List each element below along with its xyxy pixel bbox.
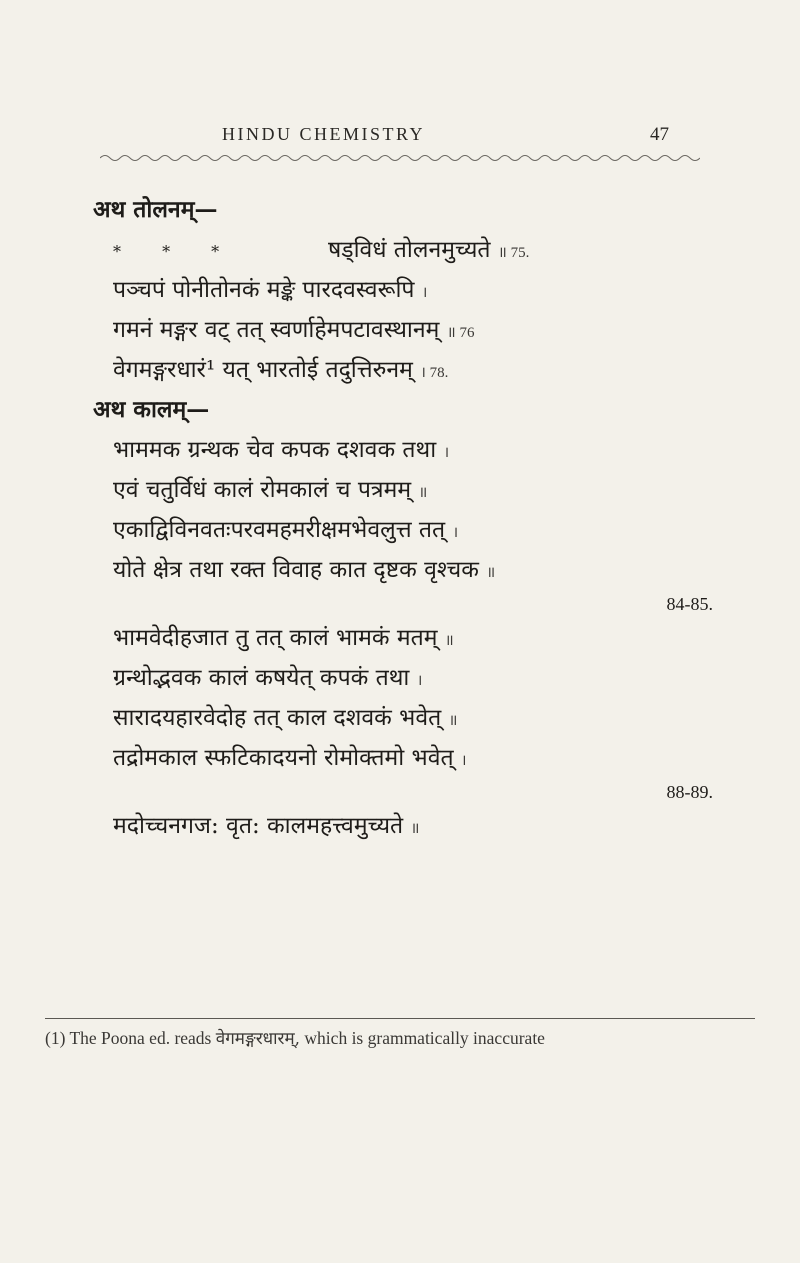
verse-number: । [460,753,467,769]
verse-line [93,618,713,658]
verse-range: 84-85. [666,594,713,614]
footnote-divider [45,1018,755,1019]
section-heading: अथ तोलनम्— [93,196,218,223]
verse-line [93,270,713,310]
section-heading: अथ कालम्— [93,396,210,423]
verse-text: वेगमङ्गरधारं¹ यत् भारतोई तदुत्तिरुनम् [113,357,413,383]
verse-line [93,550,713,590]
footnote-sanskrit-word: वेगमङ्गरधारम्, [215,1029,301,1049]
verse-text: ग्रन्थोद्भवक कालं कषयेत् कपकं तथा [113,665,410,691]
verse-number: ॥ [410,821,420,837]
asterism-icon: * * * [113,242,238,261]
verse-text: पञ्चपं पोनीतोनकं मङ्के पारदवस्वरूपि [113,277,415,303]
verse-text: भाममक ग्रन्थक चेव कपक दशवक तथा [113,437,437,463]
verse-number: ॥ [418,485,428,501]
wavy-ornament-rule [100,152,700,164]
verse-text: एकाद्विविनवतःपरवमहमरीक्षमभेवलुत्त तत् [113,517,446,543]
footnote-marker: (1) [45,1028,66,1048]
verse-text: षड्विधं तोलनमुच्यते [328,237,491,263]
verse-number: ॥ [486,565,496,581]
verse-number: । [416,673,423,689]
verse-number: ॥ 76 [446,325,475,341]
verse-number: ॥ 75. [497,245,530,261]
verse-line [93,806,713,846]
verse-line [93,230,713,270]
verse-text: तद्रोमकाल स्फटिकादयनो रोमोक्तमो भवेत् [113,745,454,771]
verse-number: ॥ [444,633,454,649]
verse-line [93,470,713,510]
footnote-text-end: which is grammatically inaccurate [304,1028,545,1048]
verse-line [93,510,713,550]
verse-range: 88-89. [666,782,713,802]
page-number: 47 [650,124,669,145]
verse-number: । [421,285,428,301]
footnote [45,1024,755,1053]
verse-number: । [452,525,459,541]
verse-text: सारादयहारवेदोह तत् काल दशवकं भवेत् [113,705,442,731]
verse-text: गमनं मङ्गर वट् तत् स्वर्णाहेमपटावस्थानम् [113,317,440,343]
main-text [93,190,713,846]
footnote-text: The Poona ed. reads [69,1028,212,1048]
verse-line [93,310,713,350]
verse-line [93,430,713,470]
verse-number: । [443,445,450,461]
verse-line [93,350,713,390]
verse-number: । 78. [420,365,449,381]
verse-line [93,738,713,778]
verse-text: मदोच्चनगज: वृत: कालमहत्त्वमुच्यते [113,813,404,839]
page-header [0,124,800,154]
verse-text: योते क्षेत्र तथा रक्त विवाह कात दृष्टक वृश्चक [113,557,479,583]
running-title: HINDU CHEMISTRY [222,124,426,144]
verse-text: भामवेदीहजात तु तत् कालं भामकं मतम् [113,625,438,651]
verse-number: ॥ [448,713,458,729]
verse-text: एवं चतुर्विधं कालं रोमकालं च पत्रमम् [113,477,412,503]
verse-line [93,698,713,738]
verse-line [93,658,713,698]
